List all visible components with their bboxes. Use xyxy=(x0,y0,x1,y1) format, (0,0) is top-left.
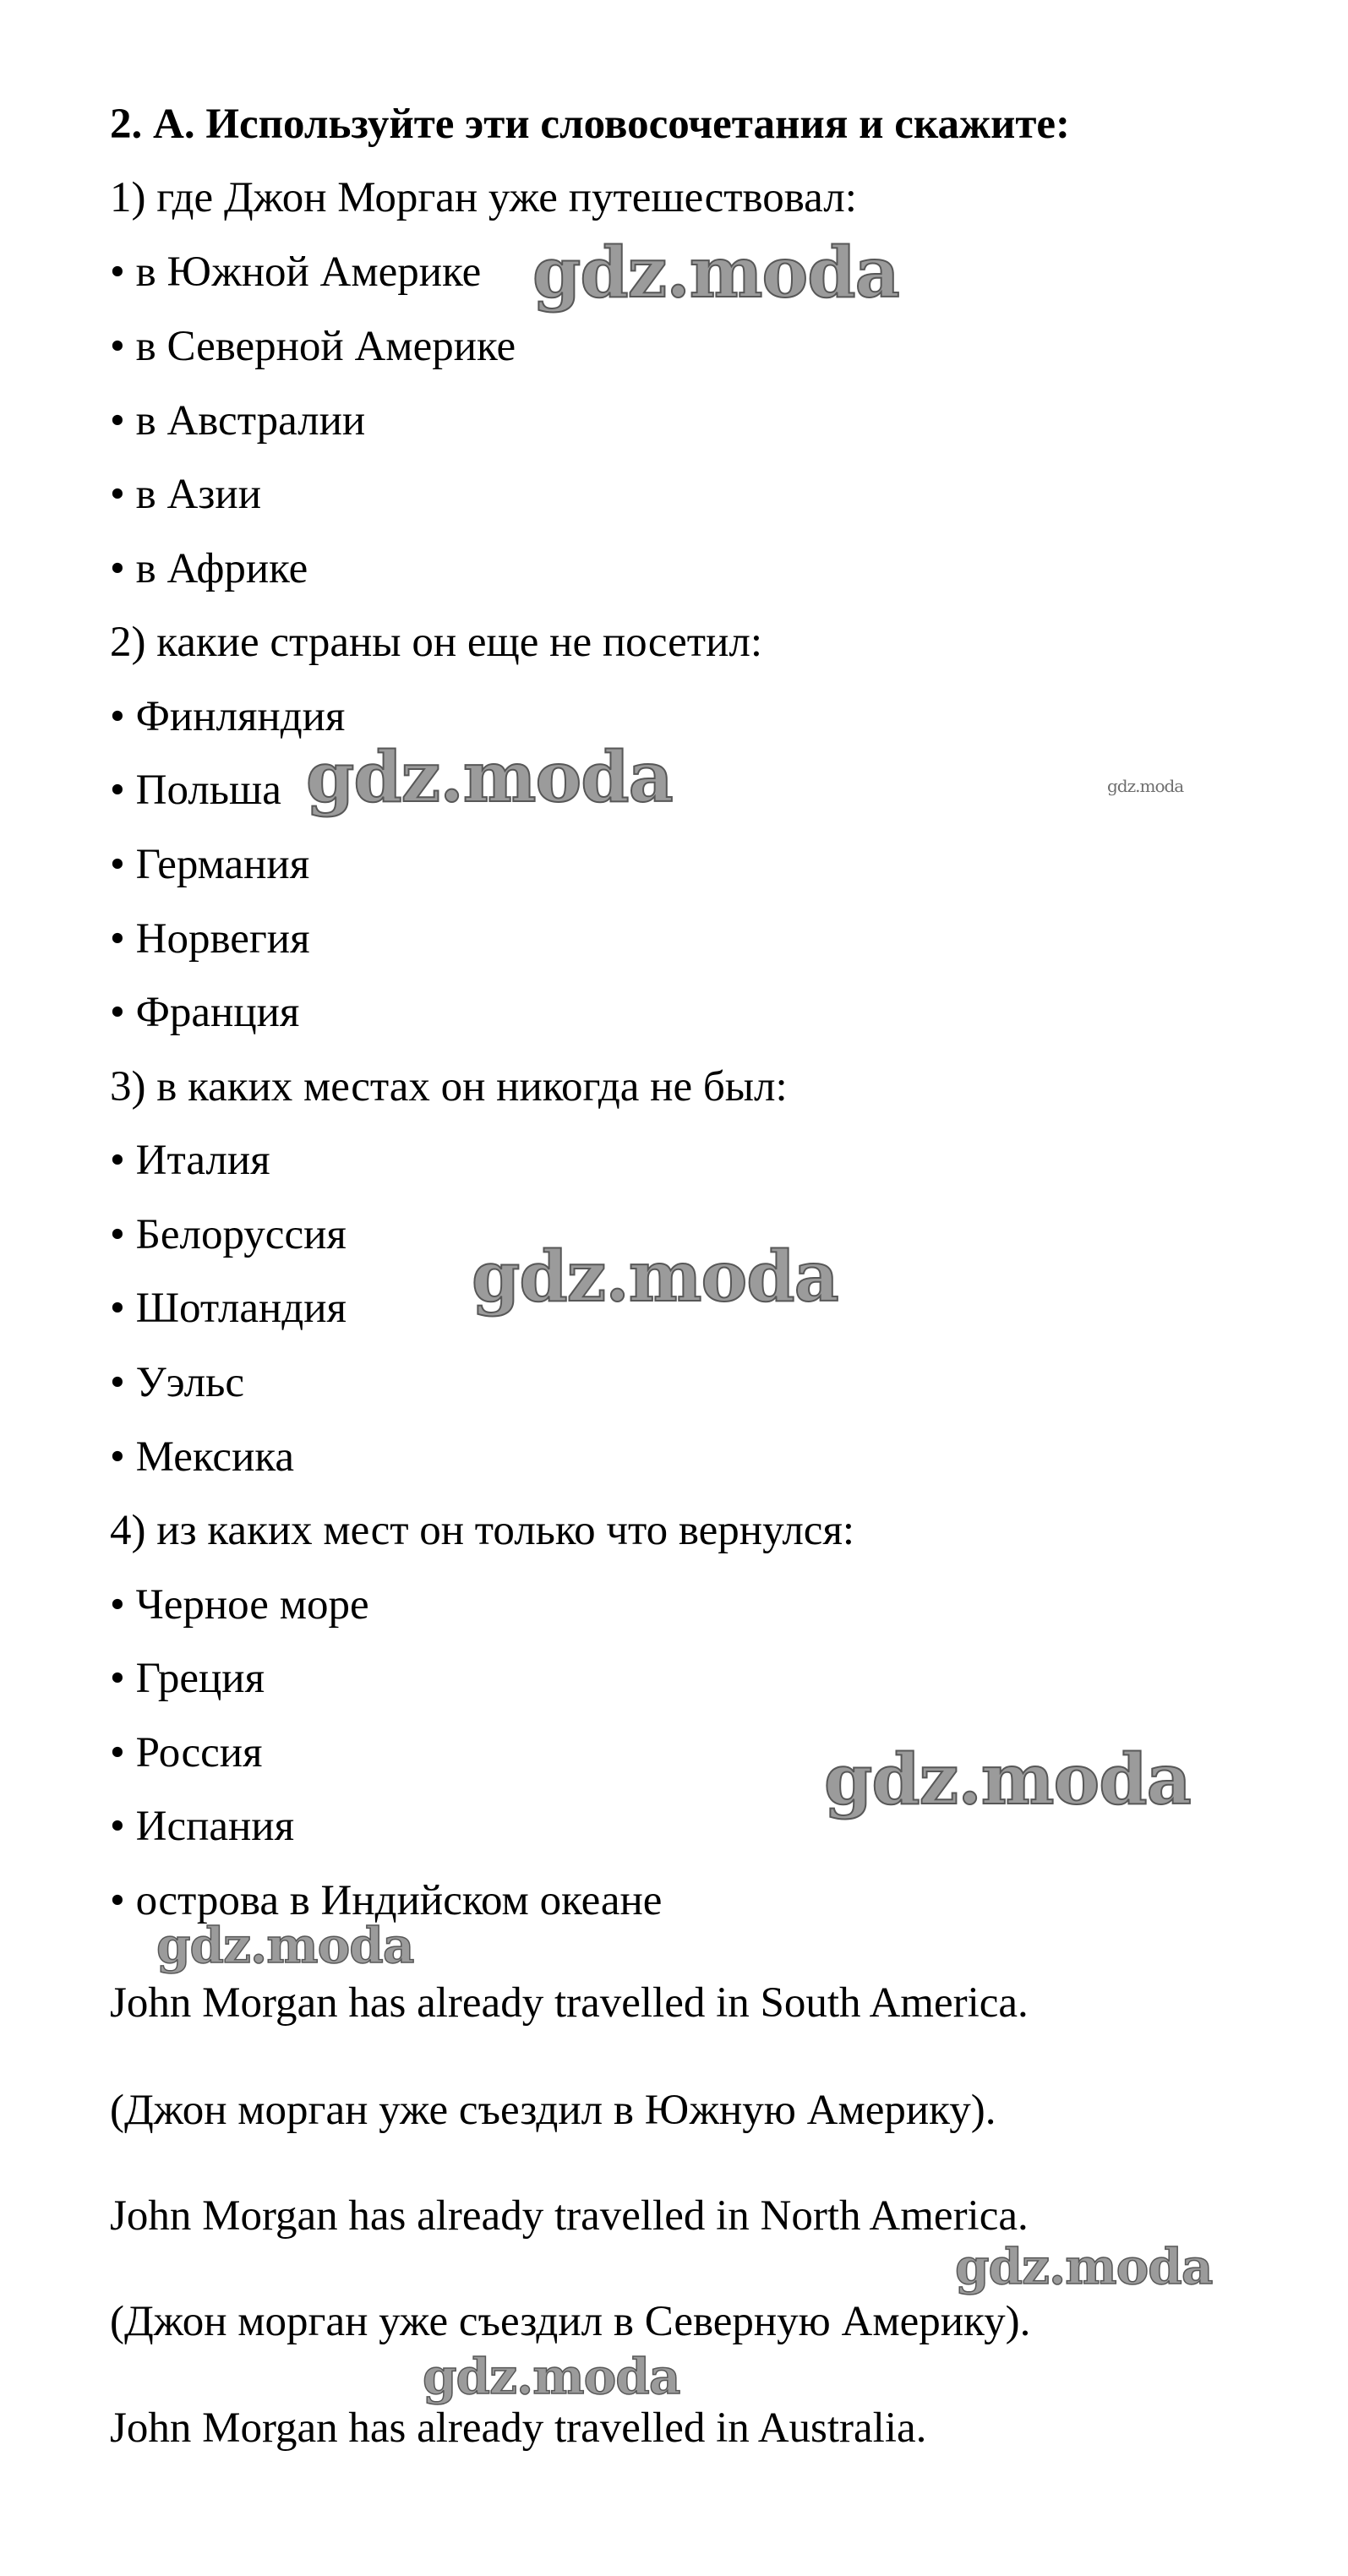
list-item: • Белоруссия xyxy=(110,1209,347,1260)
list-item: • Черное море xyxy=(110,1580,369,1630)
section-3-heading: 3) в каких местах он никогда не был: xyxy=(110,1063,788,1111)
list-item: • в Северной Америке xyxy=(110,321,516,372)
list-item: • Россия xyxy=(110,1727,263,1778)
watermark-logo: gdz.moda xyxy=(1107,776,1184,796)
list-item: • Германия xyxy=(110,839,309,890)
watermark-logo: gdz.moda xyxy=(423,2348,680,2405)
answer-translation: (Джон морган уже съездил в Северную Америку). xyxy=(110,2298,1031,2345)
watermark-logo: gdz.moda xyxy=(156,1917,414,1974)
list-item: • Испания xyxy=(110,1801,294,1852)
watermark-logo: gdz.moda xyxy=(824,1739,1191,1820)
exercise-title: 2. А. Используйте эти словосочетания и скажите: xyxy=(110,101,1070,148)
watermark-logo: gdz.moda xyxy=(472,1236,838,1318)
list-item: • Финляндия xyxy=(110,691,345,742)
section-4-heading: 4) из каких мест он только что вернулся: xyxy=(110,1507,855,1554)
section-1-heading: 1) где Джон Морган уже путешествовал: xyxy=(110,174,857,221)
answer-sentence: John Morgan has already travelled in North America. xyxy=(110,2192,1029,2240)
watermark-logo: gdz.moda xyxy=(532,232,899,314)
list-item: • в Южной Америке xyxy=(110,247,481,297)
watermark-logo: gdz.moda xyxy=(306,737,673,818)
list-item: • Франция xyxy=(110,987,299,1038)
answer-sentence: John Morgan has already travelled in Australia. xyxy=(110,2404,927,2452)
list-item: • Норвегия xyxy=(110,914,310,964)
list-item: • Польша xyxy=(110,765,281,816)
list-item: • Италия xyxy=(110,1135,270,1186)
list-item: • Шотландия xyxy=(110,1283,347,1334)
list-item: • острова в Индийском океане xyxy=(110,1875,662,1926)
list-item: • Уэльс xyxy=(110,1357,244,1408)
watermark-logo: gdz.moda xyxy=(955,2238,1213,2295)
list-item: • в Австралии xyxy=(110,396,365,446)
answer-translation: (Джон морган уже съездил в Южную Америку). xyxy=(110,2087,996,2134)
list-item: • Греция xyxy=(110,1653,265,1704)
list-item: • в Африке xyxy=(110,543,308,594)
section-2-heading: 2) какие страны он еще не посетил: xyxy=(110,619,762,666)
list-item: • в Азии xyxy=(110,469,261,520)
answer-sentence: John Morgan has already travelled in South America. xyxy=(110,1979,1029,2027)
list-item: • Мексика xyxy=(110,1432,294,1482)
